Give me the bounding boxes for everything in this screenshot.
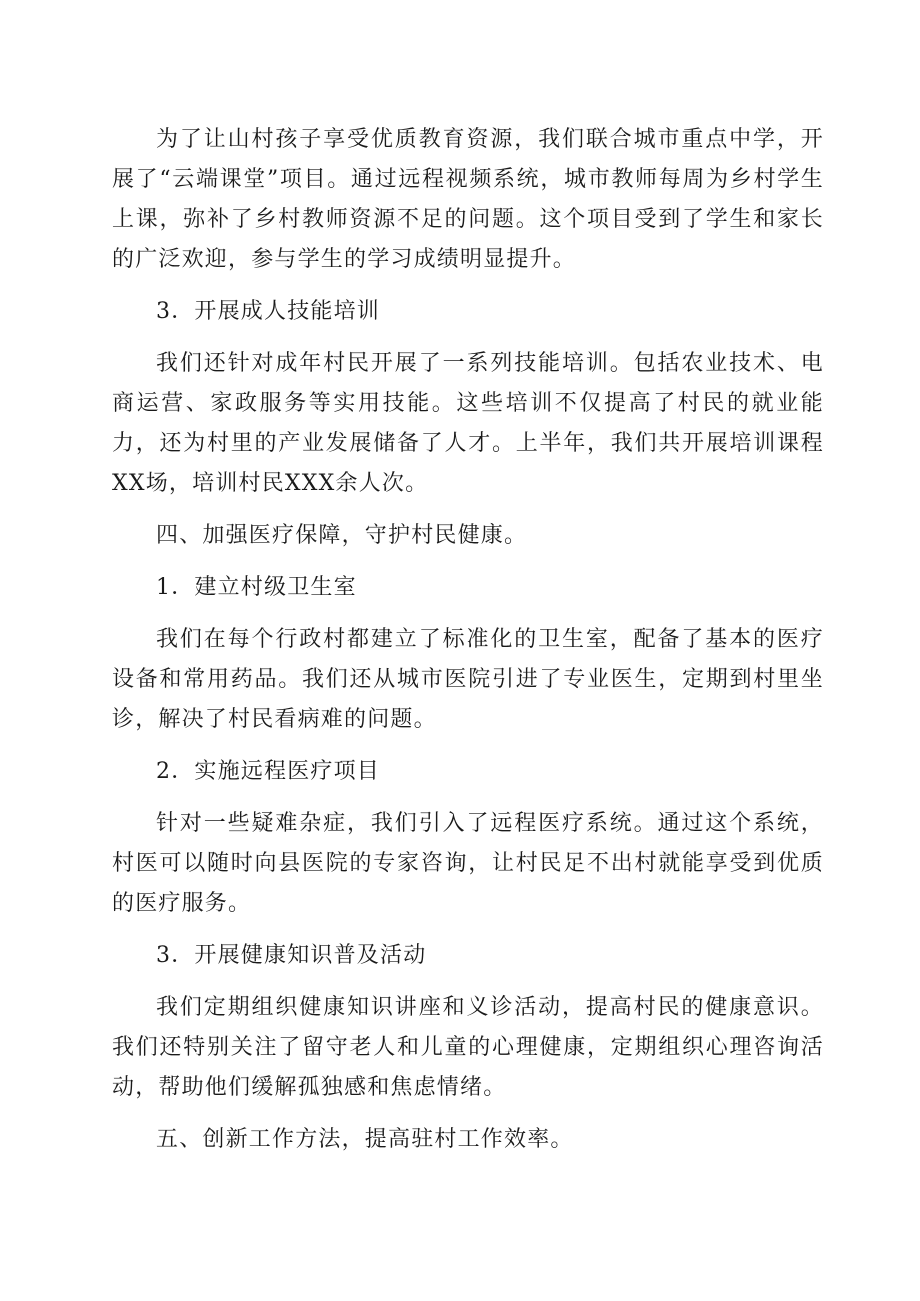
paragraph-telemedicine: 针对一些疑难杂症，我们引入了远程医疗系统。通过这个系统，村医可以随时向县医院的专家咨询，让村民足不出村就能享受到优质的医疗服务。 bbox=[112, 811, 824, 916]
subheading-telemedicine: 2．实施远程医疗项目 bbox=[156, 759, 380, 784]
paragraph-village-clinic: 我们在每个行政村都建立了标准化的卫生室，配备了基本的医疗设备和常用药品。我们还从城市医院引进了专业医生，定期到村里坐诊，解决了村民看病难的问题。 bbox=[112, 627, 824, 732]
subheading-village-clinic: 1．建立村级卫生室 bbox=[156, 575, 357, 600]
subheading-adult-skills-training: 3．开展成人技能培训 bbox=[156, 299, 380, 324]
section-heading-work-methods: 五、创新工作方法，提高驻村工作效率。 bbox=[156, 1127, 574, 1152]
subheading-health-education: 3．开展健康知识普及活动 bbox=[156, 943, 427, 968]
paragraph-cloud-classroom: 为了让山村孩子享受优质教育资源，我们联合城市重点中学，开展了“云端课堂”项目。通过远程视频系统，城市教师每周为乡村学生上课，弥补了乡村教师资源不足的问题。这个项目受到了学生和家长的广泛欢迎，参与学生的学习成绩明显提升。 bbox=[112, 127, 824, 272]
paragraph-adult-skills-training: 我们还针对成年村民开展了一系列技能培训。包括农业技术、电商运营、家政服务等实用技能。这些培训不仅提高了村民的就业能力，还为村里的产业发展储备了人才。上半年，我们共开展培训课程XX场，培训村民XXX余人次。 bbox=[112, 351, 824, 496]
section-heading-medical: 四、加强医疗保障，守护村民健康。 bbox=[156, 523, 528, 548]
paragraph-health-education: 我们定期组织健康知识讲座和义诊活动，提高村民的健康意识。我们还特别关注了留守老人和儿童的心理健康，定期组织心理咨询活动，帮助他们缓解孤独感和焦虑情绪。 bbox=[112, 995, 824, 1100]
document-body bbox=[112, 120, 824, 1172]
